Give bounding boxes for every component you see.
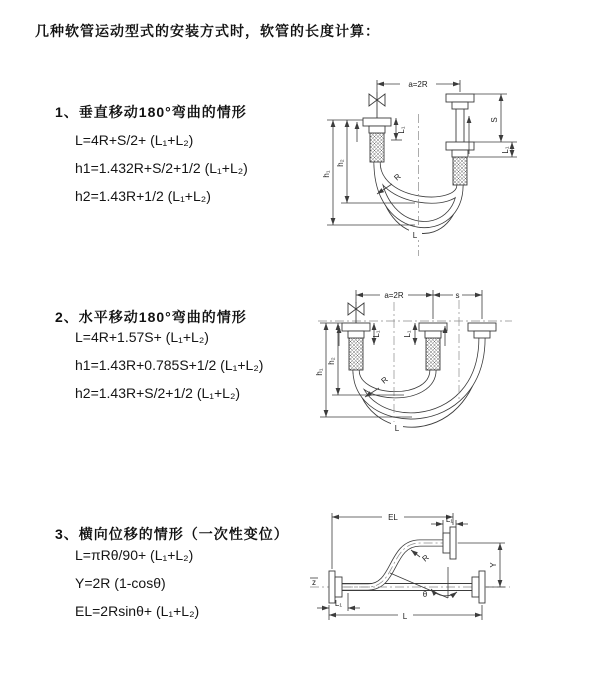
braid-section <box>370 133 384 162</box>
dim-label-h1: h₁ <box>322 170 331 178</box>
formula: L=πRθ/90+ (L₁+L₂) <box>75 547 194 563</box>
flange <box>472 577 479 597</box>
dim-label-width: a=2R <box>384 291 404 300</box>
flange <box>446 94 474 102</box>
section-1-formulas <box>75 126 248 210</box>
page-title: 几种软管运动型式的安装方式时，软管的长度计算： <box>35 23 380 39</box>
flange <box>468 323 496 331</box>
pipe-and-fittings <box>329 527 485 603</box>
dim-label-radius: R <box>379 374 390 386</box>
dim-label-width: a=2R <box>408 80 428 89</box>
dim-label-fitting: L₁ <box>372 330 381 338</box>
dim-label-el: EL <box>388 513 398 522</box>
centerline-mark-label: z <box>312 578 316 587</box>
radius-leader <box>411 550 420 557</box>
dim-label-y: Y <box>489 562 498 568</box>
dim-label-h2: h₂ <box>336 159 345 167</box>
section-1-heading: 1、垂直移动180°弯曲的情形 <box>55 104 247 120</box>
formula: L=4R+1.57S+ (L₁+L₂) <box>75 329 209 345</box>
flange <box>363 118 391 126</box>
braid-section <box>426 338 440 370</box>
section-3-heading: 3、横向位移的情形（一次性变位） <box>55 526 289 542</box>
section-2-heading: 2、水平移动180°弯曲的情形 <box>55 309 247 325</box>
flange <box>446 142 474 150</box>
dim-label-radius: R <box>392 171 403 183</box>
dim-label-stroke: s <box>455 291 460 300</box>
dim-label-length: L <box>412 231 418 240</box>
section-3-formulas <box>75 541 199 625</box>
flange <box>369 126 385 133</box>
dim-label-fitting: L₁ <box>403 330 412 338</box>
dim-label-stroke: S <box>490 117 499 123</box>
diagram-lateral-displacement <box>298 505 598 653</box>
formula: h1=1.43R+0.785S+1/2 (L₁+L₂) <box>75 357 264 373</box>
formula: Y=2R (1-cosθ) <box>75 575 166 591</box>
flange <box>443 533 450 553</box>
hose-tubes <box>356 338 482 427</box>
flange <box>348 331 364 338</box>
flange <box>452 150 468 157</box>
flange <box>425 331 441 338</box>
formula: h1=1.432R+S/2+1/2 (L₁+L₂) <box>75 160 248 176</box>
angle-line <box>390 573 448 598</box>
braid-section <box>349 338 363 370</box>
dim-label-fitting: L₁ <box>501 146 510 154</box>
dim-label-fitting: L₁ <box>397 126 406 134</box>
formula: EL=2Rsinθ+ (L₁+L₂) <box>75 603 200 619</box>
dim-label-radius: R <box>420 552 431 564</box>
flange <box>479 571 485 603</box>
flange <box>450 527 456 559</box>
dim-label-theta: θ <box>422 590 428 599</box>
dimension-labels <box>312 510 498 621</box>
formula: h2=1.43R+S/2+1/2 (L₁+L₂) <box>75 385 241 401</box>
diagram-vertical-180-bend <box>315 70 590 262</box>
dim-label-fitting: L₁ <box>334 599 343 608</box>
flange <box>335 577 342 597</box>
dim-label-fitting: L₁ <box>445 515 454 524</box>
flange <box>474 331 490 338</box>
angle-arc <box>431 589 457 596</box>
dim-label-length: L <box>402 612 408 621</box>
section-2-formulas <box>75 323 263 407</box>
dim-label-h2: h₂ <box>327 357 336 365</box>
flange <box>452 102 468 109</box>
formula: h2=1.43R+1/2 (L₁+L₂) <box>75 188 211 204</box>
dim-label-h1: h₁ <box>315 368 324 376</box>
pipe-and-fittings <box>342 302 496 370</box>
diagram-horizontal-180-bend <box>312 282 590 464</box>
flange <box>342 323 370 331</box>
dimension-labels <box>322 79 510 240</box>
dim-label-length: L <box>394 424 400 433</box>
braid-section <box>453 157 467 185</box>
formula: L=4R+S/2+ (L₁+L₂) <box>75 132 194 148</box>
flange <box>419 323 447 331</box>
dimension-lines <box>327 80 517 225</box>
